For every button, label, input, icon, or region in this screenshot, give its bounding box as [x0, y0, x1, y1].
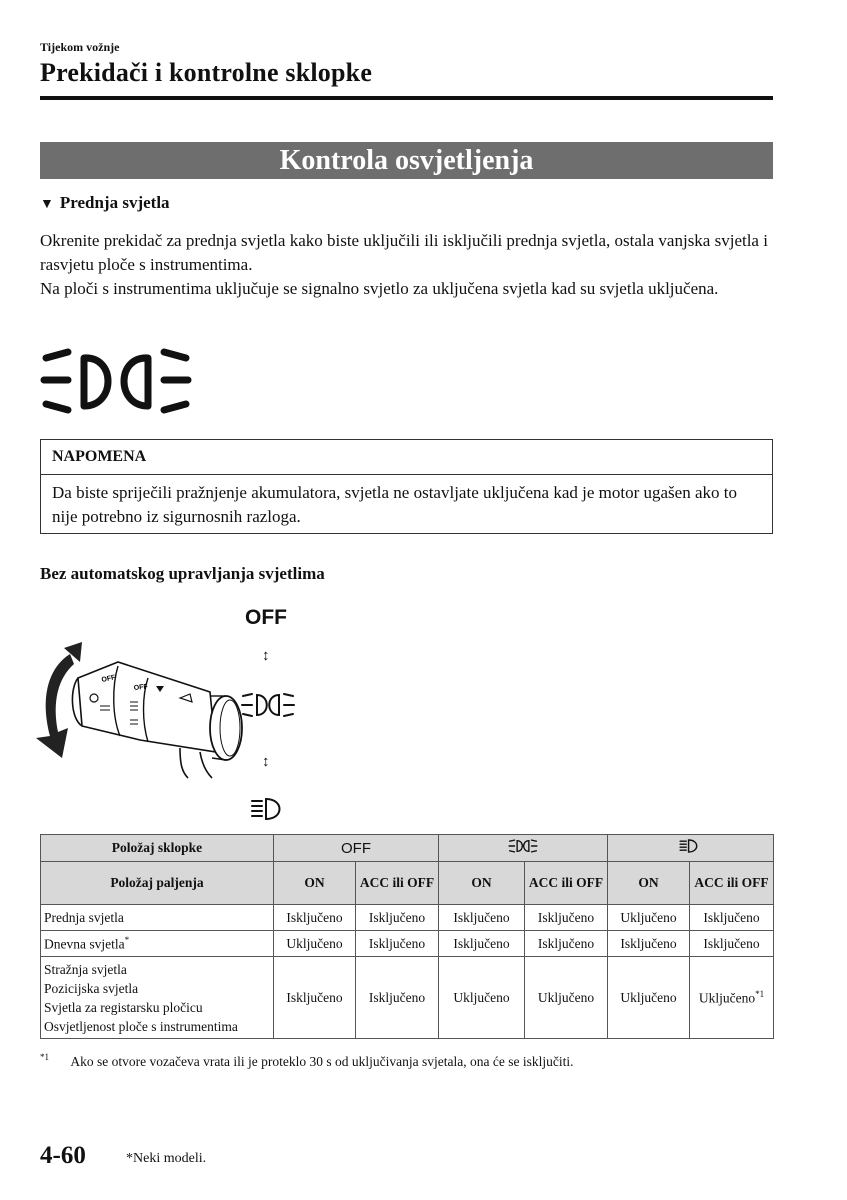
- subsection-heading: [40, 193, 170, 213]
- table-cell: Uključeno: [439, 957, 525, 1039]
- low-beam-headlight-icon: [250, 796, 290, 822]
- note-title: NAPOMENA: [41, 440, 772, 475]
- table-cell: Uključeno: [525, 957, 608, 1039]
- table-cell: Isključeno: [525, 905, 608, 931]
- header-acc-off: ACC ili OFF: [525, 862, 608, 905]
- stalk-off-label-2: OFF: [133, 683, 149, 692]
- table-cell: Isključeno: [356, 905, 439, 931]
- mode-heading: Bez automatskog upravljanja svjetlima: [40, 564, 325, 583]
- row-label: Dnevna svjetla*: [41, 931, 274, 957]
- table-cell: Isključeno: [439, 931, 525, 957]
- note-text: Da biste spriječili pražnjenje akumulatora, svjetla ne ostavljate uključena kad je motor ugašen ako to nije potrebno iz sigurnosnih razloga.: [52, 483, 737, 526]
- footnote-mark: *1: [40, 1052, 49, 1062]
- table-cell: Uključeno: [274, 931, 356, 957]
- note-box: [40, 439, 773, 534]
- triangle-marker-icon: ▼: [40, 197, 54, 212]
- table-cell: Isključeno: [439, 905, 525, 931]
- header-on: ON: [608, 862, 690, 905]
- footnote: [40, 1052, 573, 1070]
- parking-light-icon: [240, 690, 296, 720]
- headlight-indicator-icon: [38, 346, 194, 418]
- low-beam-headlight-icon: [679, 838, 703, 854]
- header-on: ON: [274, 862, 356, 905]
- header-switch-position: Položaj sklopke: [41, 835, 274, 862]
- header-parking-light: [439, 835, 608, 862]
- table-cell: Uključeno: [608, 905, 690, 931]
- subsection-title: Prednja svjetla: [59, 193, 170, 212]
- table-row: [41, 931, 774, 957]
- section-label: Tijekom vožnje: [40, 40, 120, 54]
- section-banner: Kontrola osvjetljenja: [40, 142, 773, 179]
- table-cell: Isključeno: [690, 905, 774, 931]
- table-row: [41, 957, 774, 1039]
- page-number: 4-60: [40, 1142, 86, 1169]
- position-off-label: OFF: [245, 606, 287, 629]
- header-headlight: [608, 835, 774, 862]
- header-acc-off: ACC ili OFF: [690, 862, 774, 905]
- footnote-text: Ako se otvore vozačeva vrata ili je proteklo 30 s od uključivanja svjetala, ona će se isključiti.: [70, 1053, 574, 1069]
- table-cell: Uključeno: [608, 957, 690, 1039]
- stalk-off-label: OFF: [100, 674, 117, 684]
- table-cell: Uključeno$^{*1}$: [690, 957, 774, 1039]
- table-cell: Isključeno: [690, 931, 774, 957]
- table-cell: Isključeno: [525, 931, 608, 957]
- header-ignition-position: Položaj paljenja: [41, 862, 274, 905]
- header-rule: [40, 96, 773, 100]
- updown-arrow-icon: ↕: [262, 648, 270, 664]
- chapter-title: Prekidači i kontrolne sklopke: [40, 58, 373, 87]
- footnote-mark: *1: [755, 988, 765, 999]
- table-cell: Isključeno: [608, 931, 690, 957]
- footer-note: *Neki modeli.: [126, 1151, 207, 1166]
- header-on: ON: [439, 862, 525, 905]
- table-cell: Isključeno: [274, 957, 356, 1039]
- row-label-multi: Stražnja svjetla Pozicijska svjetla Svjetla za registarsku pločicu Osvjetljenost ploče s instrumentima: [41, 957, 274, 1039]
- table-cell: Isključeno: [356, 931, 439, 957]
- indicator-paragraph: Na ploči s instrumentima uključuje se signalno svjetlo za uključena svjetla kad su svjetla uključena.: [40, 279, 719, 298]
- header-off: OFF: [274, 835, 439, 862]
- light-status-table: [40, 834, 774, 1039]
- table-cell: Isključeno: [274, 905, 356, 931]
- table-row: [41, 905, 774, 931]
- table-cell: Isključeno: [356, 957, 439, 1039]
- updown-arrow-icon-2: ↕: [262, 754, 270, 770]
- parking-light-icon: [506, 838, 540, 854]
- intro-paragraph: Okrenite prekidač za prednja svjetla kako biste uključili ili isključili prednja svjetla, ostala vanjska svjetla i rasvjetu ploče s instrumentima.: [40, 231, 768, 274]
- footnote-mark: *: [124, 934, 130, 945]
- row-label: Prednja svjetla: [41, 905, 274, 931]
- header-acc-off: ACC ili OFF: [356, 862, 439, 905]
- light-switch-stalk-illustration: [30, 640, 245, 780]
